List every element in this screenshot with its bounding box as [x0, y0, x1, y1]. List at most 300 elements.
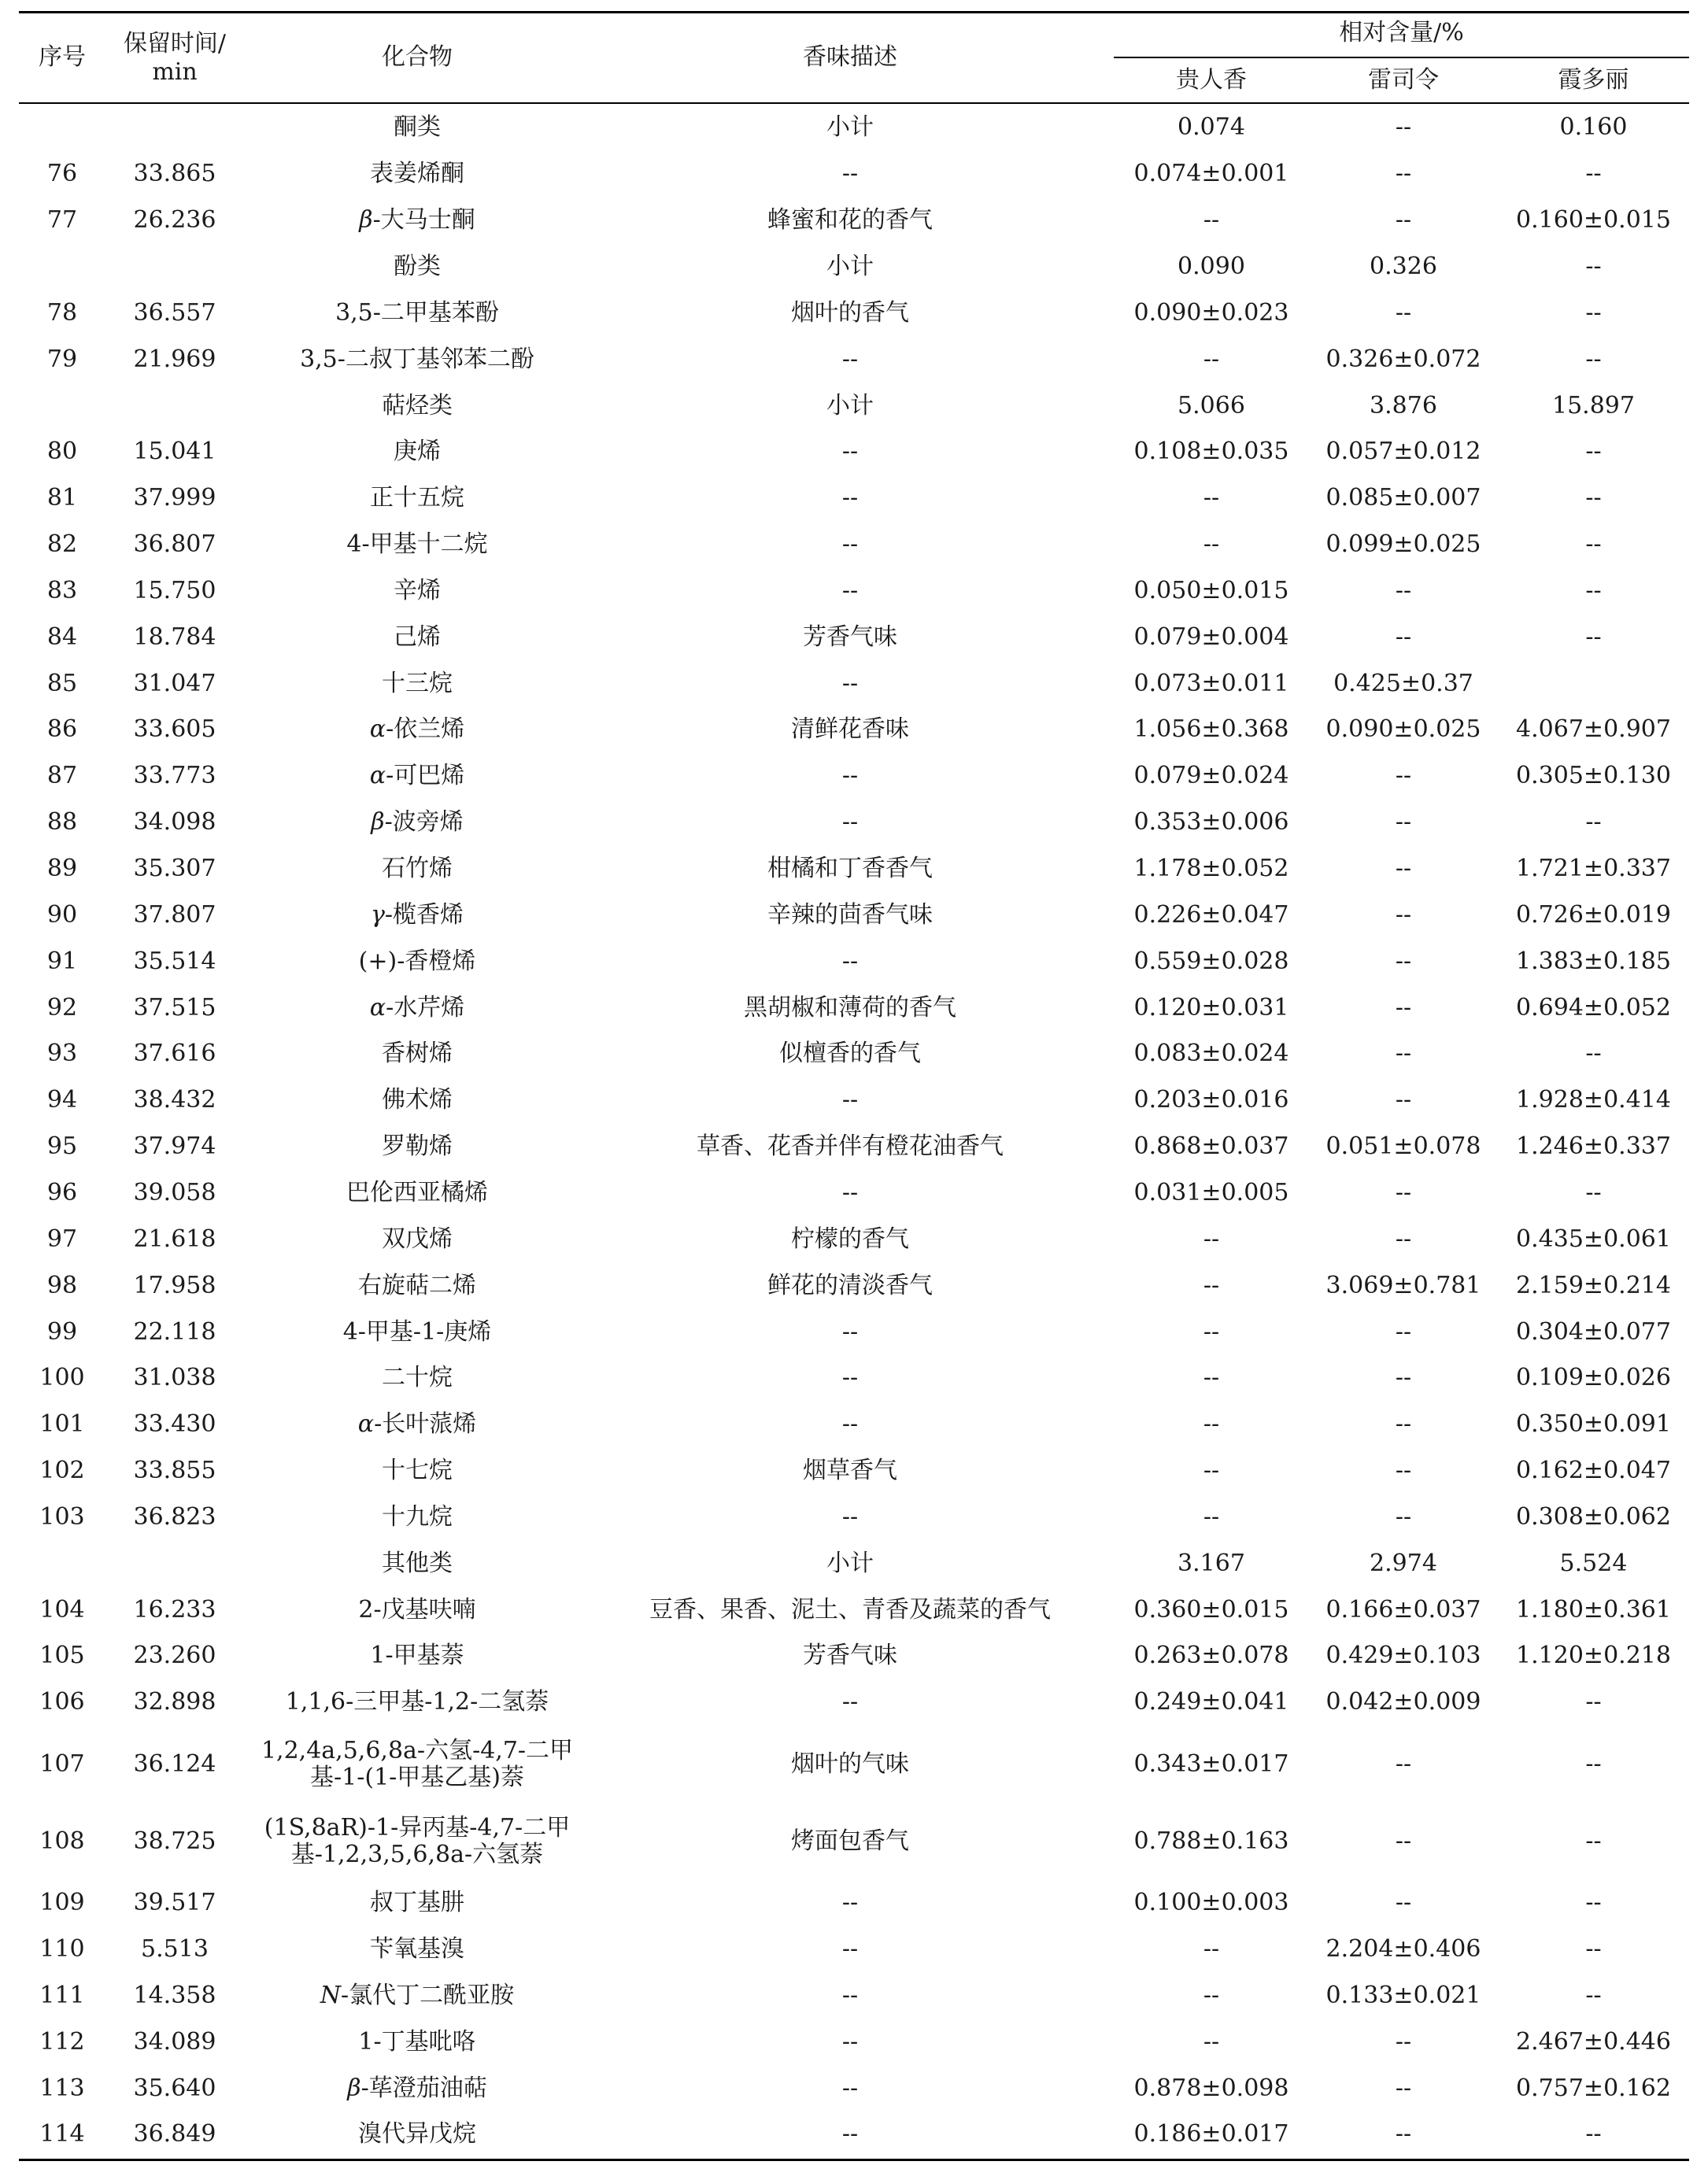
cell-variety-3: 0.162±0.047	[1516, 1457, 1671, 1485]
cell-aroma: --	[841, 530, 859, 559]
cell-aroma: --	[841, 1688, 859, 1716]
cell-variety-1: 0.079±0.004	[1133, 623, 1289, 651]
cell-variety-2: --	[1395, 1749, 1412, 1778]
table-row	[0, 1031, 1708, 1077]
cell-aroma: 黑胡椒和薄荷的香气	[744, 993, 956, 1022]
cell-compound	[244, 1170, 590, 1217]
cell-variety-1: 0.353±0.006	[1133, 808, 1289, 837]
cell-index: 112	[39, 2027, 85, 2056]
cell-variety-2: --	[1395, 900, 1412, 929]
cell-variety-2: 0.042±0.009	[1325, 1688, 1481, 1716]
cell-compound	[244, 2019, 590, 2065]
table-row	[0, 707, 1708, 753]
cell-variety-1: --	[1203, 1981, 1220, 2009]
cell-index: 78	[46, 298, 78, 327]
compound-text: -波旁烯	[384, 808, 464, 837]
cell-variety-1: --	[1203, 206, 1220, 235]
compound-name	[382, 1086, 453, 1114]
cell-variety-3: --	[1585, 1749, 1602, 1778]
table-row	[0, 2065, 1708, 2111]
cell-variety-1: 0.108±0.035	[1133, 438, 1289, 466]
cell-compound	[244, 568, 590, 615]
cell-index: 99	[46, 1317, 78, 1346]
compound-text: (1S,8aR)-1-异丙基-4,7-二甲 基-1,2,3,5,6,8a-六氢萘	[264, 1813, 571, 1868]
compound-name	[382, 1132, 453, 1161]
cell-aroma: --	[841, 808, 859, 837]
cell-aroma: 小计	[826, 1549, 874, 1577]
cell-variety-3: 1.120±0.218	[1516, 1642, 1671, 1670]
cell-compound	[244, 475, 590, 522]
cell-variety-2: --	[1395, 160, 1412, 188]
compound-text: 3,5-二叔丁基邻苯二酚	[300, 345, 534, 373]
table-top-rule	[19, 11, 1689, 13]
cell-index	[19, 105, 105, 151]
cell-aroma: --	[841, 1502, 859, 1531]
cell-compound	[244, 753, 590, 800]
compound-name	[347, 2074, 486, 2103]
cell-variety-1: --	[1203, 2027, 1220, 2056]
cell-variety-2: 2.204±0.406	[1325, 1935, 1481, 1964]
compound-name	[370, 160, 464, 188]
cell-variety-1: 0.203±0.016	[1133, 1086, 1289, 1114]
cell-variety-1: 0.100±0.003	[1133, 1889, 1289, 1917]
cell-variety-2: --	[1395, 2027, 1412, 2056]
compound-text: -荜澄茄油萜	[360, 2074, 487, 2102]
table-row	[0, 1309, 1708, 1355]
cell-retention-time: 37.515	[133, 993, 216, 1022]
compound-name	[370, 484, 464, 512]
compound-text: 苄氧基溴	[370, 1935, 464, 1964]
compound-prefix: α	[369, 715, 386, 744]
table-row	[0, 1880, 1708, 1927]
cell-retention-time: 36.124	[133, 1749, 216, 1778]
cell-aroma: --	[841, 2027, 859, 2056]
cell-aroma: --	[841, 1935, 859, 1964]
table-row	[0, 1587, 1708, 1633]
cell-index: 108	[39, 1827, 85, 1855]
cell-index: 96	[46, 1178, 78, 1206]
cell-aroma: 芳香气味	[803, 623, 897, 651]
cell-index: 86	[46, 715, 78, 744]
cell-variety-1: 0.186±0.017	[1133, 2120, 1289, 2148]
cell-compound	[244, 1540, 590, 1587]
compound-text: 酚类	[394, 252, 441, 280]
cell-retention-time: 33.773	[133, 762, 216, 790]
cell-variety-1: --	[1203, 1935, 1220, 1964]
header-aroma: 香味描述	[803, 43, 897, 71]
cell-variety-2: 0.051±0.078	[1325, 1132, 1481, 1161]
cell-variety-3: 0.694±0.052	[1516, 993, 1671, 1022]
cell-index: 105	[39, 1642, 85, 1670]
cell-retention-time: 17.958	[133, 1271, 216, 1299]
cell-compound	[244, 198, 590, 244]
cell-variety-1: 0.079±0.024	[1133, 762, 1289, 790]
cell-variety-1: 0.083±0.024	[1133, 1040, 1289, 1068]
cell-variety-2: 3.876	[1370, 391, 1437, 419]
compound-text: -可巴烯	[386, 762, 465, 790]
cell-variety-3: --	[1585, 484, 1602, 512]
cell-index: 77	[46, 206, 78, 235]
cell-variety-1: --	[1203, 1410, 1220, 1439]
cell-retention-time	[105, 105, 244, 151]
cell-variety-2: --	[1395, 576, 1412, 604]
cell-variety-3: --	[1585, 1178, 1602, 1206]
cell-variety-3: 0.726±0.019	[1516, 900, 1671, 929]
cell-variety-3: --	[1585, 160, 1602, 188]
cell-variety-3: 0.308±0.062	[1516, 1502, 1671, 1531]
cell-variety-2: 0.099±0.025	[1325, 530, 1481, 559]
cell-variety-2: 0.429±0.103	[1325, 1642, 1481, 1670]
table-row	[0, 1726, 1708, 1803]
table-row	[0, 1803, 1708, 1880]
cell-index: 93	[46, 1040, 78, 1068]
cell-retention-time: 36.807	[133, 530, 216, 559]
cell-variety-3: --	[1585, 808, 1602, 837]
compound-text: 其他类	[382, 1549, 453, 1577]
header-bottom-rule	[19, 102, 1689, 104]
table-row	[0, 1355, 1708, 1402]
cell-aroma: --	[841, 1178, 859, 1206]
cell-index: 79	[46, 345, 78, 373]
cell-aroma: --	[841, 1981, 859, 2009]
cell-retention-time: 35.640	[133, 2074, 216, 2102]
cell-retention-time: 31.038	[133, 1364, 216, 1392]
cell-variety-2: --	[1395, 855, 1412, 883]
cell-variety-1: 0.868±0.037	[1133, 1132, 1289, 1161]
table-row	[0, 198, 1708, 244]
cell-variety-2: --	[1395, 1827, 1412, 1855]
cell-compound	[244, 1494, 590, 1541]
compound-text: -氯代丁二酰亚胺	[341, 1981, 515, 2009]
cell-variety-3: --	[1585, 1827, 1602, 1855]
cell-index: 92	[46, 993, 78, 1022]
cell-variety-1: --	[1203, 530, 1220, 559]
cell-retention-time: 33.865	[133, 160, 216, 188]
compound-text: 罗勒烯	[382, 1132, 453, 1161]
table-row	[0, 1679, 1708, 1726]
cell-index: 90	[46, 900, 78, 929]
cell-variety-3: 1.383±0.185	[1516, 947, 1671, 975]
compound-text: 4-甲基十二烷	[346, 530, 488, 559]
cell-index	[19, 382, 105, 429]
cell-variety-1: 0.073±0.011	[1133, 669, 1289, 697]
compound-text: -大马士酮	[372, 206, 475, 235]
cell-retention-time: 16.233	[133, 1595, 216, 1624]
cell-aroma: 豆香、果香、泥土、青香及蔬菜的香气	[649, 1595, 1051, 1624]
subtotal-row	[0, 382, 1708, 429]
compound-text: 双戊烯	[382, 1225, 453, 1253]
compound-name	[371, 808, 463, 837]
compound-prefix: N	[320, 1981, 342, 2009]
cell-compound	[244, 1124, 590, 1170]
table-row	[0, 568, 1708, 615]
cell-retention-time: 15.750	[133, 576, 216, 604]
cell-retention-time: 37.974	[133, 1132, 216, 1161]
cell-variety-2: 0.133±0.021	[1325, 1981, 1481, 2009]
cell-compound	[244, 892, 590, 938]
cell-aroma: 似檀香的香气	[779, 1040, 921, 1068]
cell-aroma: --	[841, 1086, 859, 1114]
cell-variety-2: --	[1395, 1457, 1412, 1485]
table-row	[0, 1170, 1708, 1217]
compound-text: 石竹烯	[382, 855, 453, 883]
cell-compound	[244, 105, 590, 151]
cell-aroma: 蜂蜜和花的香气	[767, 206, 933, 235]
cell-variety-2: --	[1395, 1178, 1412, 1206]
cell-retention-time: 35.514	[133, 947, 216, 975]
header-compound: 化合物	[382, 43, 453, 71]
compound-name	[394, 253, 441, 281]
table-row	[0, 1262, 1708, 1309]
table-row	[0, 429, 1708, 475]
cell-retention-time: 34.098	[133, 808, 216, 837]
cell-retention-time: 18.784	[133, 623, 216, 651]
table-row	[0, 151, 1708, 198]
cell-retention-time	[105, 1540, 244, 1587]
compound-name	[358, 1410, 476, 1439]
cell-compound	[244, 1355, 590, 1402]
cell-aroma: --	[841, 1410, 859, 1439]
table-row	[0, 1494, 1708, 1541]
compound-text: 1-甲基萘	[370, 1642, 464, 1670]
table-row	[0, 846, 1708, 892]
cell-aroma: 小计	[826, 252, 874, 280]
compound-name	[394, 577, 441, 605]
cell-variety-2: --	[1395, 1040, 1412, 1068]
cell-aroma: 烟叶的香气	[791, 298, 909, 327]
cell-index: 103	[39, 1502, 85, 1531]
cell-variety-3: 0.305±0.130	[1516, 762, 1671, 790]
cell-variety-3: 0.160	[1559, 113, 1628, 142]
table-row	[0, 1402, 1708, 1448]
cell-aroma: --	[841, 160, 859, 188]
compound-text: 萜烃类	[382, 391, 453, 419]
compound-prefix: β	[347, 2074, 361, 2102]
compound-name	[370, 994, 464, 1022]
cell-variety-3: 1.928±0.414	[1516, 1086, 1671, 1114]
cell-compound	[244, 938, 590, 985]
cell-aroma: 小计	[826, 391, 874, 419]
table-row	[0, 1972, 1708, 2019]
compound-text: 佛术烯	[382, 1086, 453, 1114]
header-index: 序号	[39, 43, 86, 71]
cell-variety-1: --	[1203, 345, 1220, 373]
compound-name	[394, 113, 441, 142]
cell-index: 84	[46, 623, 78, 651]
table-row	[0, 1216, 1708, 1262]
cell-variety-1: 0.031±0.005	[1133, 1178, 1289, 1206]
compound-name	[320, 1982, 514, 2010]
cell-index: 110	[39, 1935, 85, 1964]
cell-variety-3: --	[1585, 1040, 1602, 1068]
cell-retention-time: 37.999	[133, 484, 216, 512]
cell-variety-3: 4.067±0.907	[1516, 715, 1671, 744]
cell-variety-2: 0.326	[1370, 252, 1437, 280]
cell-variety-2: --	[1395, 1502, 1412, 1531]
compound-name	[394, 438, 441, 466]
compound-prefix: β	[371, 808, 385, 837]
cell-variety-2: --	[1395, 2074, 1412, 2102]
cell-variety-3: --	[1585, 1688, 1602, 1716]
table-row	[0, 938, 1708, 985]
cell-variety-3: --	[1585, 1889, 1602, 1917]
cell-compound	[244, 1972, 590, 2019]
cell-variety-1: 0.090	[1177, 252, 1245, 280]
compound-text: 己烯	[394, 623, 441, 651]
cell-compound	[244, 1927, 590, 1973]
cell-retention-time: 33.605	[133, 715, 216, 744]
cell-variety-2: 0.326±0.072	[1325, 345, 1481, 373]
cell-aroma: 柑橘和丁香香气	[767, 855, 933, 883]
cell-aroma: --	[841, 1317, 859, 1346]
cell-aroma: 小计	[826, 113, 874, 142]
cell-compound	[244, 800, 590, 846]
cell-variety-1: 0.074±0.001	[1133, 160, 1289, 188]
group-header-rule	[1114, 57, 1689, 58]
compound-name	[370, 1935, 464, 1964]
cell-compound	[244, 151, 590, 198]
table-row	[0, 985, 1708, 1031]
cell-variety-3: --	[1585, 298, 1602, 327]
cell-variety-1: --	[1203, 1317, 1220, 1346]
compound-name	[370, 762, 464, 790]
cell-retention-time: 39.517	[133, 1889, 216, 1917]
cell-retention-time: 36.823	[133, 1502, 216, 1531]
cell-variety-1: 5.066	[1177, 391, 1245, 419]
cell-compound	[244, 1880, 590, 1927]
table-row	[0, 336, 1708, 382]
table-row	[0, 1633, 1708, 1679]
cell-index: 114	[39, 2120, 85, 2148]
cell-retention-time: 32.898	[133, 1688, 216, 1716]
cell-index: 107	[39, 1749, 85, 1778]
cell-compound	[244, 1587, 590, 1633]
cell-variety-1: --	[1203, 484, 1220, 512]
table-row	[0, 753, 1708, 800]
cell-variety-2: --	[1395, 993, 1412, 1022]
cell-retention-time: 37.616	[133, 1040, 216, 1068]
compound-name	[358, 2028, 475, 2056]
cell-aroma: 草香、花香并伴有橙花油香气	[697, 1132, 1004, 1161]
cell-compound	[244, 1448, 590, 1494]
cell-variety-3: --	[1585, 1981, 1602, 2009]
cell-retention-time: 37.807	[133, 900, 216, 929]
cell-variety-3: --	[1585, 530, 1602, 559]
cell-index: 83	[46, 576, 78, 604]
cell-index: 111	[39, 1981, 85, 2009]
cell-aroma: --	[841, 1364, 859, 1392]
cell-aroma: --	[841, 345, 859, 373]
cell-variety-3: 2.159±0.214	[1516, 1271, 1671, 1299]
cell-variety-3: 5.524	[1559, 1549, 1628, 1577]
compound-text: 十七烷	[382, 1457, 453, 1485]
cell-aroma: --	[841, 576, 859, 604]
cell-compound	[244, 1402, 590, 1448]
cell-variety-1: 1.056±0.368	[1133, 715, 1289, 744]
cell-variety-1: --	[1203, 1364, 1220, 1392]
subtotal-row	[0, 105, 1708, 151]
cell-retention-time: 35.307	[133, 855, 216, 883]
compound-text: 1-丁基吡咯	[358, 2027, 476, 2056]
cell-variety-2: --	[1395, 947, 1412, 975]
compound-text: 香树烯	[382, 1040, 453, 1068]
cell-variety-1: 0.120±0.031	[1133, 993, 1289, 1022]
compound-text: 表姜烯酮	[370, 160, 464, 188]
compound-text: 1,1,6-三甲基-1,2-二氢萘	[285, 1688, 549, 1716]
cell-retention-time: 36.557	[133, 298, 216, 327]
cell-retention-time: 34.089	[133, 2027, 216, 2056]
cell-variety-2: --	[1395, 113, 1412, 142]
compound-name	[394, 623, 441, 652]
cell-compound	[244, 707, 590, 753]
compound-name	[382, 1040, 453, 1068]
compound-name	[382, 1225, 453, 1254]
cell-variety-3: 0.435±0.061	[1516, 1225, 1671, 1253]
cell-variety-2: --	[1395, 1086, 1412, 1114]
cell-index: 88	[46, 808, 78, 837]
cell-variety-1: 0.878±0.098	[1133, 2074, 1289, 2102]
cell-variety-2: --	[1395, 1364, 1412, 1392]
compound-name	[358, 1272, 476, 1300]
cell-variety-1: 0.263±0.078	[1133, 1642, 1289, 1670]
cell-index: 76	[46, 160, 78, 188]
cell-retention-time: 33.430	[133, 1410, 216, 1439]
compound-text: 1,2,4a,5,6,8a-六氢-4,7-二甲 基-1-(1-甲基乙基)萘	[261, 1736, 574, 1791]
cell-compound	[244, 1633, 590, 1679]
compound-name	[343, 1318, 492, 1347]
compound-text: 叔丁基肼	[370, 1889, 464, 1917]
cell-variety-2: --	[1395, 206, 1412, 235]
cell-variety-1: 0.360±0.015	[1133, 1595, 1289, 1624]
cell-aroma: --	[841, 438, 859, 466]
cell-variety-3: --	[1585, 345, 1602, 373]
header-variety-1: 贵人香	[1176, 66, 1247, 94]
cell-compound	[244, 614, 590, 660]
table-row	[0, 1077, 1708, 1124]
cell-variety-3: --	[1585, 252, 1602, 280]
cell-compound	[244, 1077, 590, 1124]
compound-text: -依兰烯	[386, 715, 465, 744]
compound-name	[261, 1738, 573, 1791]
cell-index: 100	[39, 1364, 85, 1392]
cell-retention-time: 21.969	[133, 345, 216, 373]
compound-name	[358, 1596, 475, 1624]
cell-variety-2: 0.425±0.37	[1333, 669, 1473, 697]
compound-name	[286, 1688, 549, 1716]
cell-variety-1: --	[1203, 1271, 1220, 1299]
cell-retention-time: 31.047	[133, 669, 216, 697]
cell-retention-time: 23.260	[133, 1642, 216, 1670]
cell-index: 80	[46, 438, 78, 466]
cell-compound	[244, 660, 590, 707]
cell-variety-2: --	[1395, 1317, 1412, 1346]
compound-name	[371, 901, 464, 929]
cell-index	[19, 1540, 105, 1587]
cell-index: 95	[46, 1132, 78, 1161]
cell-index: 87	[46, 762, 78, 790]
table-row	[0, 1927, 1708, 1973]
compound-prefix: α	[357, 1410, 375, 1439]
cell-variety-2: --	[1395, 298, 1412, 327]
cell-variety-2: --	[1395, 1410, 1412, 1439]
cell-variety-1: 3.167	[1177, 1549, 1245, 1577]
cell-variety-3: 1.721±0.337	[1516, 855, 1671, 883]
cell-retention-time: 22.118	[133, 1317, 216, 1346]
cell-index: 98	[46, 1271, 78, 1299]
cell-variety-1: --	[1203, 1457, 1220, 1485]
cell-aroma: --	[841, 2120, 859, 2148]
cell-variety-3: 1.180±0.361	[1516, 1595, 1671, 1624]
